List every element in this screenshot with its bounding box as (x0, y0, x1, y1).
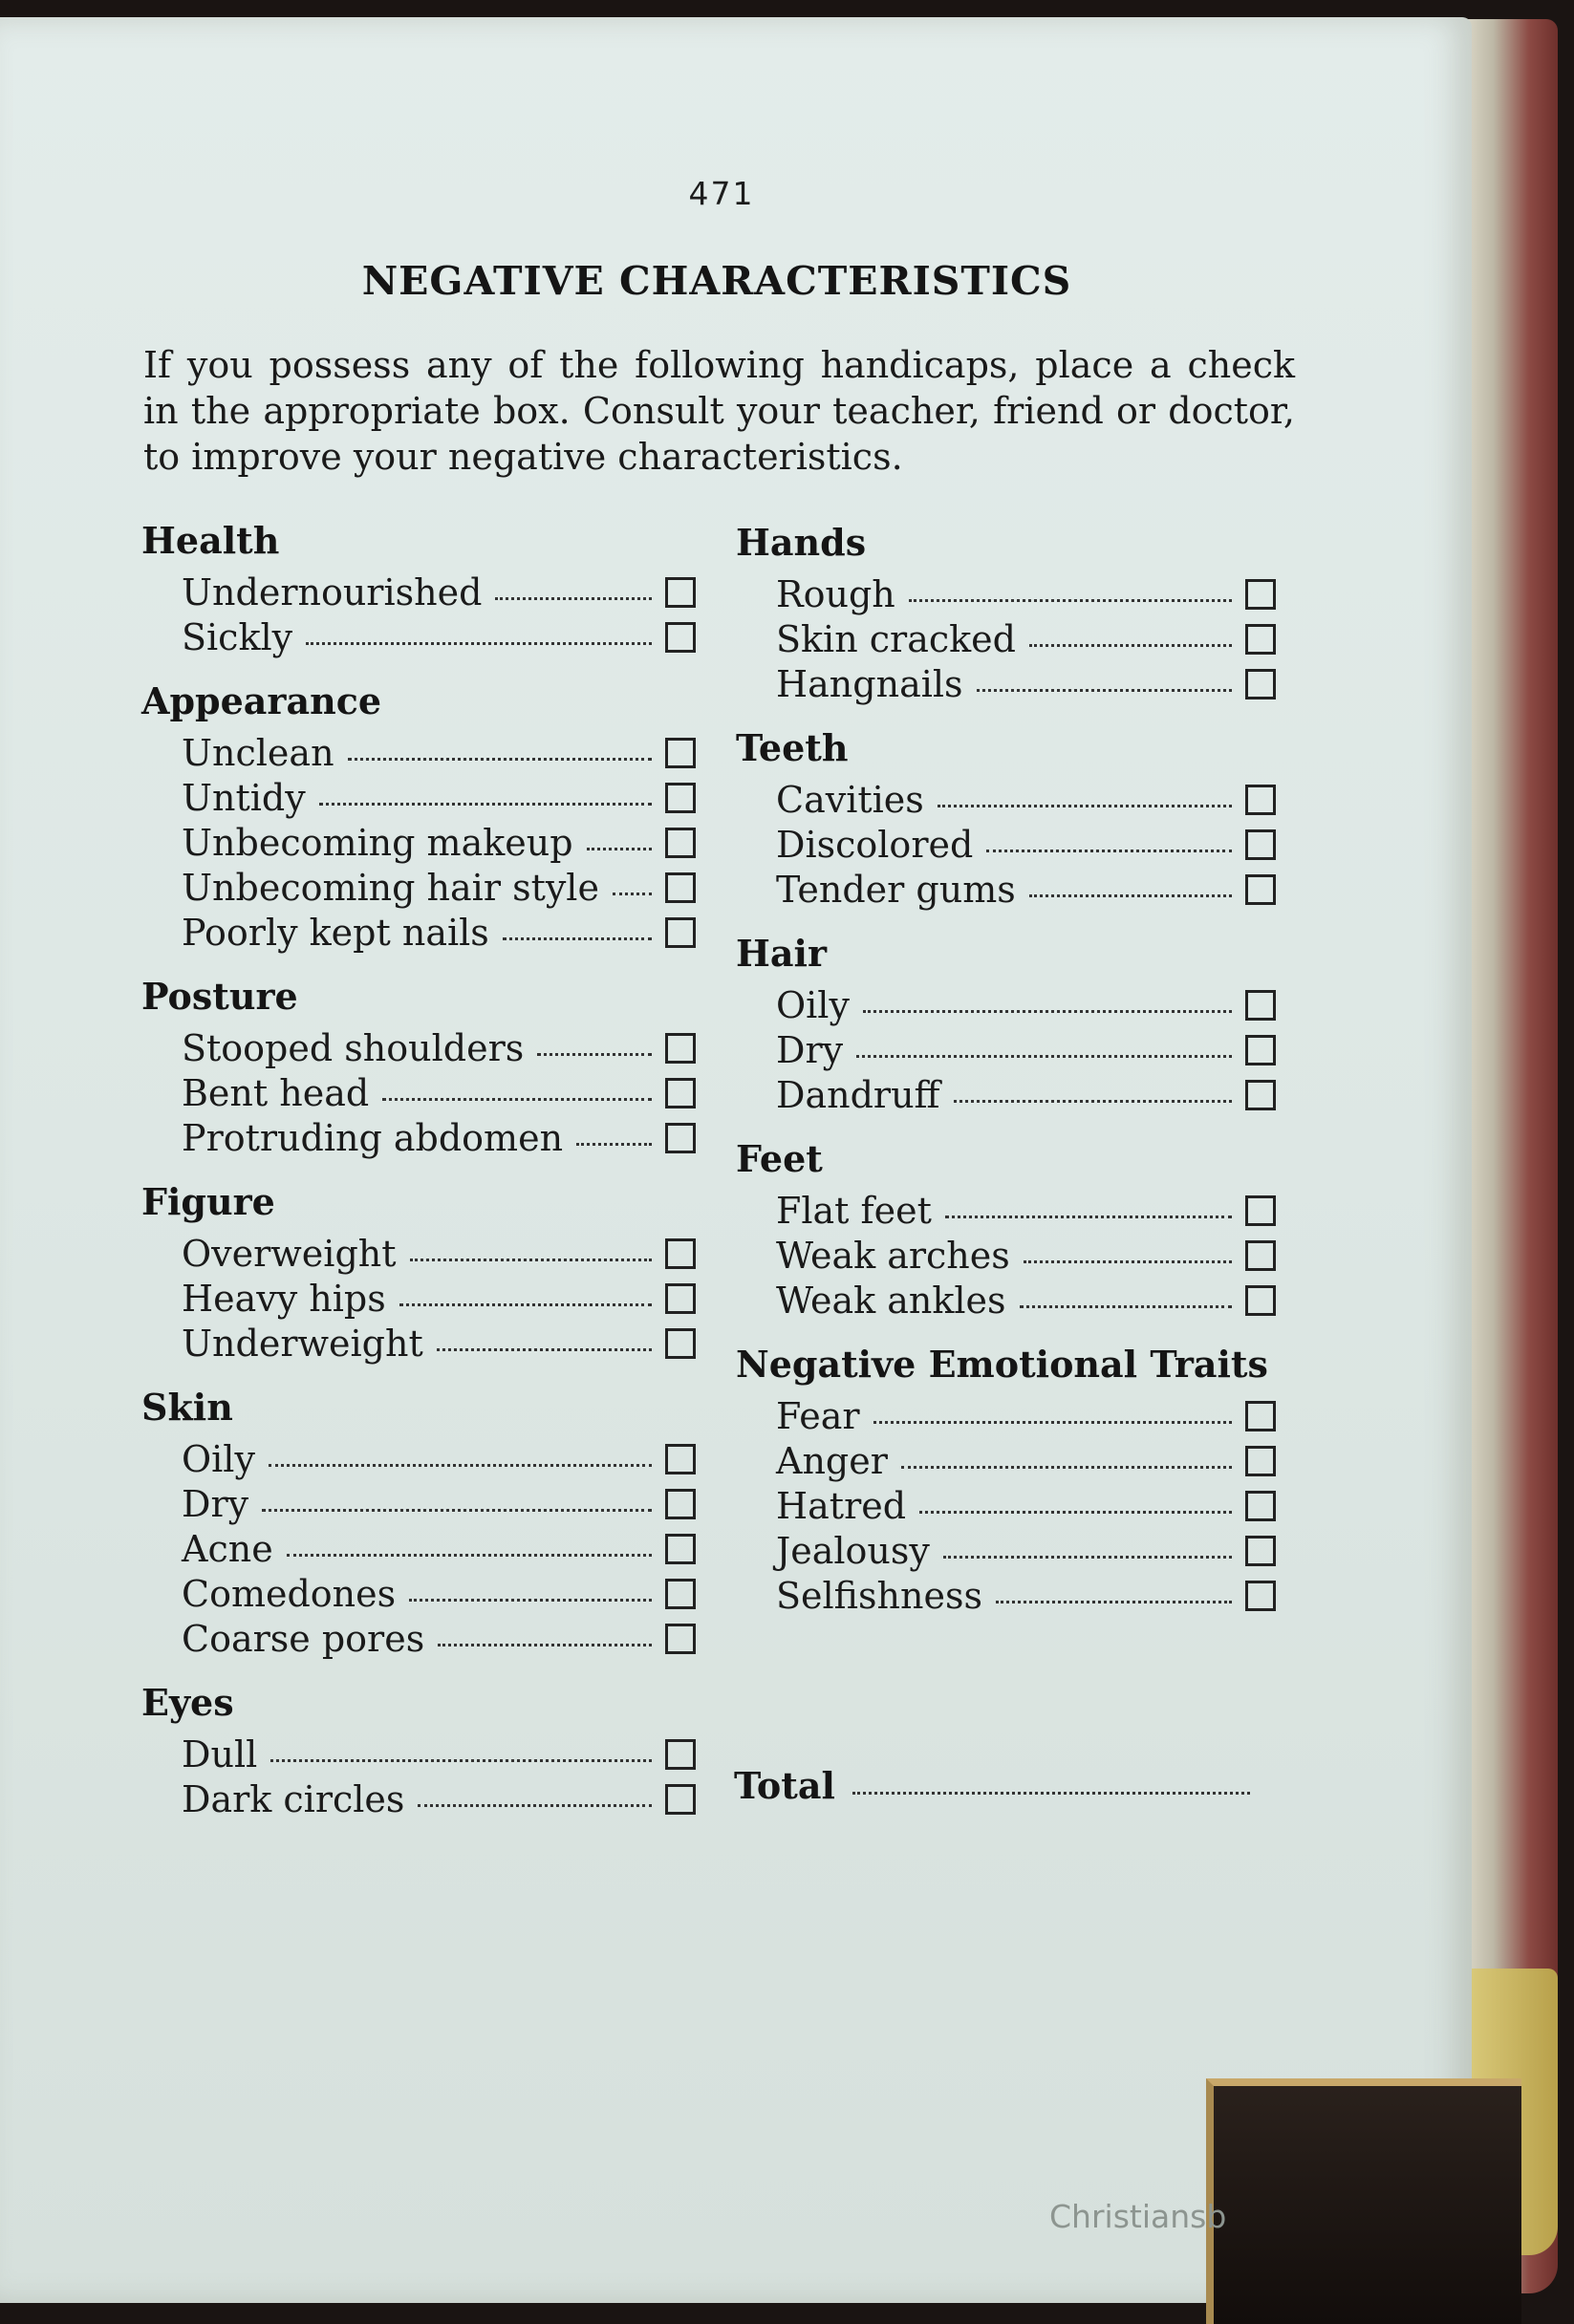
left-column (141, 516, 696, 1839)
page-number: 471 (688, 175, 755, 212)
dot-leader (986, 850, 1232, 852)
checklist-item (736, 1528, 1276, 1573)
item-label: Acne (182, 1527, 273, 1570)
checkbox[interactable] (665, 1078, 696, 1108)
total-row (734, 1764, 1250, 1807)
checklist-item (736, 1188, 1276, 1233)
item-label: Dry (776, 1028, 844, 1071)
page-title: NEGATIVE CHARACTERISTICS (361, 258, 1072, 304)
item-label: Skin cracked (776, 617, 1016, 660)
checklist-item (141, 1526, 696, 1571)
checkbox[interactable] (665, 828, 696, 858)
checklist-item (141, 1732, 696, 1776)
checklist-item (141, 820, 696, 865)
checkbox[interactable] (665, 622, 696, 653)
section-heading: Negative Emotional Traits (736, 1343, 1268, 1386)
item-label: Heavy hips (182, 1277, 386, 1320)
item-label: Unbecoming makeup (182, 821, 573, 864)
item-label: Unbecoming hair style (182, 866, 599, 909)
intro-paragraph: If you possess any of the following handicaps, place a check in the appropriate box. Consult your teacher, friend or doctor, to improve your negative characteristics. (143, 344, 1295, 478)
dot-leader (945, 1216, 1232, 1218)
checklist-item (141, 1276, 696, 1321)
item-label: Rough (776, 572, 895, 615)
checklist-item (736, 822, 1276, 867)
checkbox[interactable] (1245, 1240, 1276, 1271)
total-label: Total (734, 1764, 835, 1807)
checkbox[interactable] (665, 1444, 696, 1474)
checklist-item (736, 616, 1276, 661)
section-heading: Appearance (141, 679, 382, 722)
dot-leader (410, 1259, 652, 1261)
dot-leader (576, 1143, 652, 1146)
item-label: Hatred (776, 1484, 907, 1527)
dot-leader (270, 1759, 652, 1762)
checklist-item (736, 982, 1276, 1027)
dot-leader (863, 1010, 1232, 1013)
dot-leader (495, 597, 652, 600)
item-label: Poorly kept nails (182, 911, 489, 954)
dot-leader (503, 937, 652, 940)
checkbox[interactable] (1245, 1491, 1276, 1521)
checklist-item (736, 1072, 1276, 1117)
dot-leader (919, 1511, 1232, 1514)
checkbox[interactable] (665, 1238, 696, 1269)
checklist-item (736, 867, 1276, 912)
checklist-item (141, 1025, 696, 1070)
dot-leader (319, 803, 652, 806)
item-label: Dry (182, 1482, 249, 1525)
dot-leader (1029, 644, 1232, 647)
section-feet (736, 1134, 1276, 1323)
checklist-item (736, 777, 1276, 822)
checkbox[interactable] (665, 872, 696, 903)
section-posture (141, 972, 696, 1160)
checklist-item (141, 614, 696, 659)
right-column (736, 518, 1276, 1635)
checklist-item (736, 1393, 1276, 1438)
section-heading: Eyes (141, 1681, 234, 1724)
item-label: Sickly (182, 615, 293, 658)
dot-leader (613, 893, 652, 895)
dot-leader (399, 1303, 652, 1306)
checklist-item (141, 910, 696, 955)
checkbox[interactable] (1245, 785, 1276, 815)
item-label: Undernourished (182, 570, 483, 613)
checkbox[interactable] (665, 577, 696, 608)
section-hands (736, 518, 1276, 706)
dot-leader (1024, 1260, 1232, 1263)
checkbox[interactable] (665, 917, 696, 948)
item-label: Weak ankles (776, 1279, 1006, 1322)
dot-leader (537, 1053, 652, 1056)
checkbox[interactable] (665, 1489, 696, 1519)
section-heading: Figure (141, 1180, 275, 1223)
item-label: Hangnails (776, 662, 963, 705)
section-heading: Posture (141, 975, 298, 1018)
dot-leader (409, 1599, 652, 1602)
checkbox[interactable] (1245, 1401, 1276, 1431)
item-label: Tender gums (776, 868, 1016, 911)
checklist-item (141, 1321, 696, 1366)
section-health (141, 516, 696, 659)
section-heading: Feet (736, 1137, 823, 1180)
checklist-item (141, 775, 696, 820)
section-heading: Hair (736, 932, 827, 975)
section-hair (736, 929, 1276, 1117)
dot-leader (437, 1348, 652, 1351)
checkbox[interactable] (1245, 1446, 1276, 1476)
checklist-item (736, 1573, 1276, 1618)
item-label: Cavities (776, 778, 924, 821)
section-heading: Skin (141, 1386, 233, 1429)
item-label: Dark circles (182, 1777, 405, 1820)
checklist-item (141, 1481, 696, 1526)
checklist-item (736, 1483, 1276, 1528)
item-label: Dull (182, 1732, 258, 1775)
checklist-item (141, 1616, 696, 1661)
section-heading: Health (141, 519, 280, 562)
watermark: Christiansb (1049, 2198, 1227, 2235)
checkbox[interactable] (1245, 1581, 1276, 1611)
book-page (0, 17, 1472, 2303)
item-label: Fear (776, 1394, 860, 1437)
checkbox[interactable] (1245, 1035, 1276, 1065)
dot-leader (438, 1644, 652, 1646)
dot-leader (856, 1055, 1232, 1058)
dot-leader (901, 1466, 1232, 1469)
item-label: Anger (776, 1439, 888, 1482)
item-label: Untidy (182, 776, 306, 819)
checkbox[interactable] (1245, 1195, 1276, 1226)
checklist-item (141, 730, 696, 775)
dot-leader (306, 642, 652, 645)
checklist-item (141, 1436, 696, 1481)
dot-leader (873, 1421, 1232, 1424)
checkbox[interactable] (1245, 624, 1276, 655)
item-label: Jealousy (776, 1529, 930, 1572)
section-heading: Teeth (736, 726, 849, 769)
item-label: Weak arches (776, 1234, 1010, 1277)
dot-leader (1029, 894, 1232, 897)
checklist-item (141, 1115, 696, 1160)
checkbox[interactable] (1245, 829, 1276, 860)
checkbox[interactable] (665, 1033, 696, 1064)
dot-leader (977, 689, 1232, 692)
checklist-item (141, 1776, 696, 1821)
checkbox[interactable] (1245, 990, 1276, 1021)
item-label: Overweight (182, 1232, 397, 1275)
item-label: Coarse pores (182, 1617, 425, 1660)
section-negative-emotional-traits (736, 1340, 1276, 1618)
checkbox[interactable] (665, 1784, 696, 1815)
dot-leader (996, 1601, 1232, 1603)
item-label: Bent head (182, 1071, 370, 1114)
item-label: Dandruff (776, 1073, 940, 1116)
dot-leader (418, 1804, 652, 1807)
checkbox[interactable] (665, 1579, 696, 1609)
checklist-item (736, 1278, 1276, 1323)
checkbox[interactable] (665, 1624, 696, 1654)
dot-leader (909, 599, 1232, 602)
checklist-item (141, 1571, 696, 1616)
dot-leader (262, 1509, 652, 1512)
total-line[interactable] (852, 1792, 1250, 1795)
section-skin (141, 1383, 696, 1661)
dot-leader (1020, 1305, 1232, 1308)
dot-leader (938, 805, 1232, 807)
item-label: Flat feet (776, 1189, 932, 1232)
item-label: Oily (182, 1437, 255, 1480)
section-eyes (141, 1678, 696, 1821)
checklist-item (141, 865, 696, 910)
item-label: Underweight (182, 1322, 423, 1365)
checklist-item (141, 1070, 696, 1115)
item-label: Protruding abdomen (182, 1116, 564, 1159)
checkbox[interactable] (1245, 669, 1276, 699)
checkbox[interactable] (665, 1328, 696, 1359)
dot-leader (943, 1556, 1232, 1559)
item-label: Stooped shoulders (182, 1026, 525, 1069)
checklist-item (141, 1231, 696, 1276)
checkbox[interactable] (665, 1283, 696, 1314)
checkbox[interactable] (665, 1123, 696, 1153)
dot-leader (348, 758, 652, 761)
checkbox[interactable] (1245, 874, 1276, 905)
section-appearance (141, 677, 696, 955)
checkbox[interactable] (665, 783, 696, 813)
binder-clip (1206, 2078, 1521, 2324)
section-figure (141, 1177, 696, 1366)
checkbox[interactable] (1245, 1536, 1276, 1566)
checklist-item (736, 1233, 1276, 1278)
item-label: Comedones (182, 1572, 397, 1615)
dot-leader (587, 848, 652, 850)
checkbox[interactable] (1245, 1080, 1276, 1110)
checklist-item (736, 1438, 1276, 1483)
section-heading: Hands (736, 521, 867, 564)
item-label: Unclean (182, 731, 334, 774)
item-label: Oily (776, 983, 850, 1026)
item-label: Selfishness (776, 1574, 982, 1617)
checklist-item (141, 570, 696, 614)
checklist-item (736, 661, 1276, 706)
checkbox[interactable] (665, 1534, 696, 1564)
checkbox[interactable] (1245, 1285, 1276, 1316)
checklist-item (736, 1027, 1276, 1072)
checkbox[interactable] (1245, 579, 1276, 610)
item-label: Discolored (776, 823, 974, 866)
dot-leader (287, 1554, 652, 1557)
checkbox[interactable] (665, 738, 696, 768)
dot-leader (954, 1100, 1232, 1103)
checkbox[interactable] (665, 1739, 696, 1770)
section-teeth (736, 723, 1276, 912)
dot-leader (269, 1464, 652, 1467)
checklist-item (736, 571, 1276, 616)
dot-leader (382, 1098, 652, 1101)
